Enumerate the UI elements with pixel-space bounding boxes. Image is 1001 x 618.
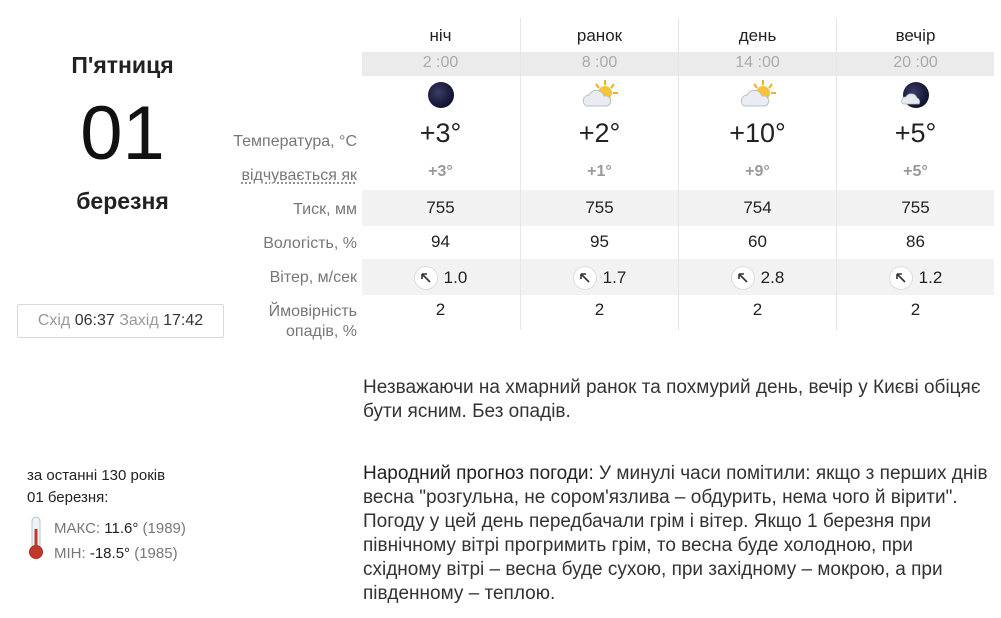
wind-cell xyxy=(837,264,994,292)
pressure-value: 755 xyxy=(901,198,930,217)
record-min-year: (1985) xyxy=(134,545,178,562)
folk-forecast-text: У минулі часи помітили: якщо з перших днів весна "розгульна, не сором'язлива – обдурить, нема чого й вірити". Погоду у цей день передбачали грім і вітер. Якщо 1 березня при північному вітрі прогримить грім, то весна буде холодною, при східному вітрі – весна буде сухою, при західному – мокрою, а при південному – теплою. xyxy=(363,463,988,604)
record-max-value: 11.6° xyxy=(104,520,139,537)
record-min-label: МІН: xyxy=(54,545,86,562)
sunrise-label: Схід xyxy=(37,312,71,329)
record-max xyxy=(54,520,186,537)
day-number: 01 xyxy=(80,91,165,176)
pressure-value: 755 xyxy=(426,198,455,217)
precip-label-line1: Ймовірність xyxy=(268,303,357,320)
period-time: 2 :00 xyxy=(422,54,459,71)
wind-value: 1.7 xyxy=(602,268,627,287)
wind-direction-arrow-icon xyxy=(573,266,597,290)
wind-value: 1.0 xyxy=(443,268,468,287)
record-min-value: -18.5° xyxy=(89,545,131,562)
precip-label-line2: опадів, % xyxy=(286,323,357,340)
sunrise-time: 06:37 xyxy=(74,312,115,329)
feels-like-value: +3° xyxy=(428,163,453,180)
sunset-time: 17:42 xyxy=(163,312,204,329)
wind-label: Вітер, м/сек xyxy=(269,269,357,286)
humidity-label: Вологість, % xyxy=(263,235,357,252)
temperature-label: Температура, °C xyxy=(233,133,357,150)
wind-cell xyxy=(521,264,678,292)
records-date: 01 березня: xyxy=(27,489,109,506)
partly-cloudy-sun-icon xyxy=(679,78,836,112)
wind-cell xyxy=(362,264,519,292)
period-time: 8 :00 xyxy=(581,54,618,71)
record-max-label: МАКС: xyxy=(54,520,101,537)
humidity-value: 95 xyxy=(590,232,609,251)
precip-value: 2 xyxy=(594,300,605,319)
period-column-morning xyxy=(520,18,678,330)
temperature-value: +2° xyxy=(578,118,621,148)
folk-forecast xyxy=(363,462,993,606)
weekday: П'ятниця xyxy=(71,52,174,78)
pressure-label: Тиск, мм xyxy=(293,201,357,218)
sunset-label: Захід xyxy=(119,312,159,329)
sunrise-sunset-box xyxy=(17,304,224,338)
moon-cloud-icon xyxy=(837,78,994,112)
month: березня xyxy=(76,188,169,214)
period-time: 14 :00 xyxy=(735,54,780,71)
temperature-value: +5° xyxy=(894,118,937,148)
humidity-value: 60 xyxy=(748,232,767,251)
temperature-value: +10° xyxy=(729,118,786,148)
record-max-year: (1989) xyxy=(142,520,186,537)
period-column-day xyxy=(678,18,836,330)
pressure-value: 755 xyxy=(585,198,614,217)
feels-like-value: +1° xyxy=(587,163,612,180)
period-name: день xyxy=(738,26,777,45)
wind-direction-arrow-icon xyxy=(731,266,755,290)
folk-forecast-title: Народний прогноз погоди: xyxy=(363,463,594,484)
feels-like-label[interactable]: відчувається як xyxy=(241,167,357,184)
thermometer-icon xyxy=(25,515,47,566)
forecast-description: Незважаючи на хмарний ранок та похмурий день, вечір у Києві обіцяє бути ясним. Без опадів. xyxy=(363,377,981,422)
period-time: 20 :00 xyxy=(893,54,938,71)
period-column-evening xyxy=(836,18,994,330)
humidity-value: 86 xyxy=(906,232,925,251)
precip-value: 2 xyxy=(910,300,921,319)
feels-like-value: +5° xyxy=(903,163,928,180)
wind-value: 2.8 xyxy=(760,268,785,287)
feels-like-value: +9° xyxy=(745,163,770,180)
wind-direction-arrow-icon xyxy=(414,266,438,290)
wind-cell xyxy=(679,264,836,292)
precip-value: 2 xyxy=(435,300,446,319)
wind-value: 1.2 xyxy=(918,268,943,287)
precip-value: 2 xyxy=(752,300,763,319)
wind-direction-arrow-icon xyxy=(889,266,913,290)
temperature-value: +3° xyxy=(419,118,462,148)
record-min xyxy=(54,545,178,562)
period-name: ніч xyxy=(429,26,452,45)
partly-cloudy-sun-icon xyxy=(521,78,678,112)
pressure-value: 754 xyxy=(743,198,772,217)
records-period: за останні 130 років xyxy=(27,467,166,484)
period-column-night xyxy=(362,18,519,330)
moon-clear-icon xyxy=(362,78,519,112)
humidity-value: 94 xyxy=(431,232,450,251)
period-name: ранок xyxy=(576,26,623,45)
period-name: вечір xyxy=(895,26,936,45)
precip-label xyxy=(205,302,357,342)
